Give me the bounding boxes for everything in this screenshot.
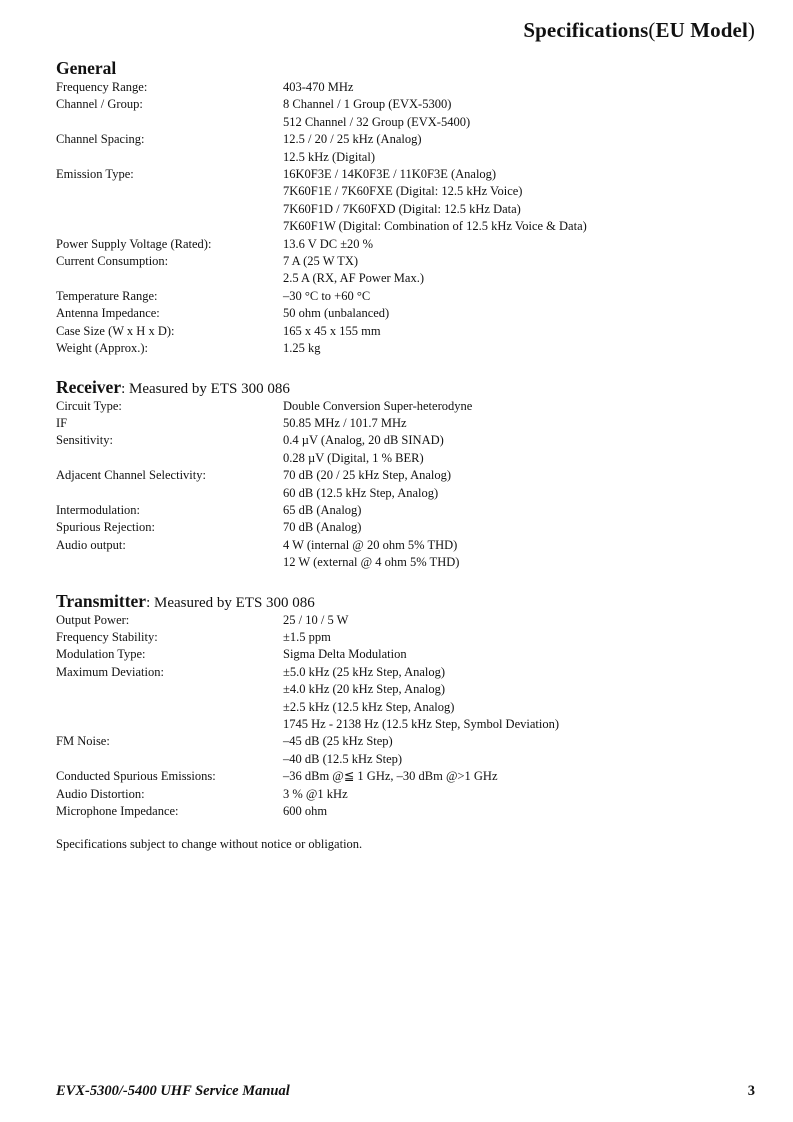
spec-value: ±4.0 kHz (20 kHz Step, Analog) — [283, 682, 446, 697]
section-gap — [56, 358, 755, 374]
footer-page-number: 3 — [747, 1083, 755, 1099]
spec-value: 12.5 kHz (Digital) — [283, 149, 375, 164]
spec-value: –36 dBm @≦ 1 GHz, –30 dBm @>1 GHz — [283, 769, 498, 784]
spec-row — [56, 398, 755, 415]
spec-label: Output Power: — [56, 612, 130, 627]
spec-label: Power Supply Voltage (Rated): — [56, 236, 212, 251]
spec-label: Conducted Spurious Emissions: — [56, 769, 216, 784]
spec-value: 50.85 MHz / 101.7 MHz — [283, 415, 407, 430]
spec-label: Current Consumption: — [56, 254, 169, 269]
spec-label: Channel Spacing: — [56, 132, 145, 147]
spec-values — [283, 166, 755, 236]
spec-value: 0.4 µV (Analog, 20 dB SINAD) — [283, 433, 444, 448]
spec-label: Audio Distortion: — [56, 786, 145, 801]
spec-values — [283, 323, 755, 340]
section-subtitle: : Measured by ETS 300 086 — [121, 380, 290, 397]
spec-value: 165 x 45 x 155 mm — [283, 323, 381, 338]
spec-values — [283, 415, 755, 432]
spec-label: Adjacent Channel Selectivity: — [56, 468, 206, 483]
section-title: Receiver — [56, 376, 122, 397]
spec-value: –40 dB (12.5 kHz Step) — [283, 751, 403, 766]
spec-label: Microphone Impedance: — [56, 804, 179, 819]
spec-value: –30 °C to +60 °C — [283, 288, 371, 303]
spec-row — [56, 236, 755, 253]
spec-value: 7K60F1D / 7K60FXD (Digital: 12.5 kHz Data) — [283, 201, 521, 216]
spec-label: Maximum Deviation: — [56, 664, 164, 679]
spec-row — [56, 415, 755, 432]
spec-value: 70 dB (Analog) — [283, 520, 362, 535]
spec-row — [56, 733, 755, 768]
page-title-paren-close: ) — [747, 18, 755, 42]
spec-row — [56, 96, 755, 131]
spec-values — [283, 664, 755, 734]
spec-values — [283, 786, 755, 803]
spec-label: Modulation Type: — [56, 647, 146, 662]
disclaimer-note: Specifications subject to change without notice or obligation. — [56, 837, 363, 852]
spec-label: FM Noise: — [56, 734, 110, 749]
section-heading — [56, 376, 755, 398]
spec-label: Frequency Range: — [56, 80, 148, 94]
spec-values — [283, 467, 755, 502]
spec-values — [283, 131, 755, 166]
spec-value: 70 dB (20 / 25 kHz Step, Analog) — [283, 468, 452, 483]
spec-values — [283, 236, 755, 253]
spec-value: 7 A (25 W TX) — [283, 254, 359, 269]
spec-value: Sigma Delta Modulation — [283, 647, 407, 662]
spec-label: Case Size (W x H x D): — [56, 323, 175, 338]
spec-values — [283, 432, 755, 467]
spec-values — [283, 519, 755, 536]
spec-row — [56, 786, 755, 803]
spec-label: Sensitivity: — [56, 433, 113, 448]
spec-value: 8 Channel / 1 Group (EVX-5300) — [283, 97, 452, 112]
page-title — [523, 18, 755, 43]
page-title-model: EU Model — [655, 18, 748, 42]
spec-value: 13.6 V DC ±20 % — [283, 236, 374, 251]
page-title-paren-open: ( — [648, 18, 656, 42]
spec-values — [283, 398, 755, 415]
spec-value: 50 ohm (unbalanced) — [283, 306, 390, 321]
spec-row — [56, 768, 755, 785]
spec-label: Circuit Type: — [56, 398, 122, 413]
spec-label: Temperature Range: — [56, 288, 158, 303]
spec-values — [283, 646, 755, 663]
spec-row — [56, 502, 755, 519]
spec-values — [283, 79, 755, 96]
spec-label: Spurious Rejection: — [56, 520, 155, 535]
spec-row — [56, 166, 755, 236]
spec-values — [283, 612, 755, 629]
spec-values — [283, 768, 755, 785]
spec-value: –45 dB (25 kHz Step) — [283, 734, 393, 749]
spec-value: 25 / 10 / 5 W — [283, 612, 349, 627]
section-title: General — [56, 58, 117, 78]
section-title: Transmitter — [56, 590, 147, 611]
spec-value: 512 Channel / 32 Group (EVX-5400) — [283, 114, 471, 129]
spec-row — [56, 432, 755, 467]
spec-values — [283, 629, 755, 646]
spec-value: 1745 Hz - 2138 Hz (12.5 kHz Step, Symbol Deviation) — [283, 717, 560, 731]
spec-row — [56, 803, 755, 820]
spec-values — [283, 340, 755, 357]
spec-value: ±2.5 kHz (12.5 kHz Step, Analog) — [283, 699, 455, 714]
spec-value: 2.5 A (RX, AF Power Max.) — [283, 271, 424, 286]
spec-value: 65 dB (Analog) — [283, 502, 362, 517]
spec-value: Double Conversion Super-heterodyne — [283, 398, 473, 413]
spec-values — [283, 502, 755, 519]
spec-value: 16K0F3E / 14K0F3E / 11K0F3E (Analog) — [283, 167, 497, 182]
spec-row — [56, 646, 755, 663]
spec-label: Audio output: — [56, 537, 126, 552]
spec-value: 12 W (external @ 4 ohm 5% THD) — [283, 555, 460, 570]
spec-row — [56, 131, 755, 166]
spec-value: 600 ohm — [283, 804, 328, 819]
spec-values — [283, 733, 755, 768]
spec-row — [56, 253, 755, 288]
spec-label: Frequency Stability: — [56, 629, 158, 644]
spec-row — [56, 79, 755, 96]
spec-row — [56, 519, 755, 536]
spec-values — [283, 253, 755, 288]
specifications-content — [56, 55, 755, 854]
spec-value: ±5.0 kHz (25 kHz Step, Analog) — [283, 664, 446, 679]
spec-value: 60 dB (12.5 kHz Step, Analog) — [283, 485, 439, 500]
section-subtitle: : Measured by ETS 300 086 — [146, 594, 315, 611]
spec-value: 12.5 / 20 / 25 kHz (Analog) — [283, 132, 422, 147]
spec-value: 1.25 kg — [283, 341, 321, 356]
spec-row — [56, 305, 755, 322]
spec-values — [283, 305, 755, 322]
spec-row — [56, 664, 755, 734]
spec-row — [56, 537, 755, 572]
spec-value: 403-470 MHz — [283, 80, 354, 94]
spec-value: 7K60F1E / 7K60FXE (Digital: 12.5 kHz Voice) — [283, 184, 523, 199]
spec-values — [283, 537, 755, 572]
spec-label: Weight (Approx.): — [56, 341, 149, 356]
spec-values — [283, 288, 755, 305]
spec-value: 3 % @1 kHz — [283, 786, 348, 801]
spec-label: Intermodulation: — [56, 502, 141, 517]
spec-row — [56, 467, 755, 502]
spec-row — [56, 288, 755, 305]
spec-label: Channel / Group: — [56, 97, 143, 112]
spec-label: Antenna Impedance: — [56, 306, 160, 321]
spec-row — [56, 340, 755, 357]
spec-values — [283, 803, 755, 820]
spec-label: IF — [56, 415, 68, 430]
footer-manual-title: EVX-5300/-5400 UHF Service Manual — [56, 1083, 290, 1099]
spec-value: 4 W (internal @ 20 ohm 5% THD) — [283, 537, 458, 552]
section-heading — [56, 57, 755, 79]
spec-value: ±1.5 ppm — [283, 629, 331, 644]
spec-value: 7K60F1W (Digital: Combination of 12.5 kHz Voice & Data) — [283, 219, 587, 234]
spec-values — [283, 96, 755, 131]
spec-row — [56, 323, 755, 340]
spec-value: 0.28 µV (Digital, 1 % BER) — [283, 450, 424, 465]
page-title-text: Specifications — [523, 18, 649, 42]
spec-row — [56, 612, 755, 629]
section-gap — [56, 572, 755, 588]
section-heading — [56, 590, 755, 612]
spec-row — [56, 629, 755, 646]
spec-label: Emission Type: — [56, 167, 134, 182]
